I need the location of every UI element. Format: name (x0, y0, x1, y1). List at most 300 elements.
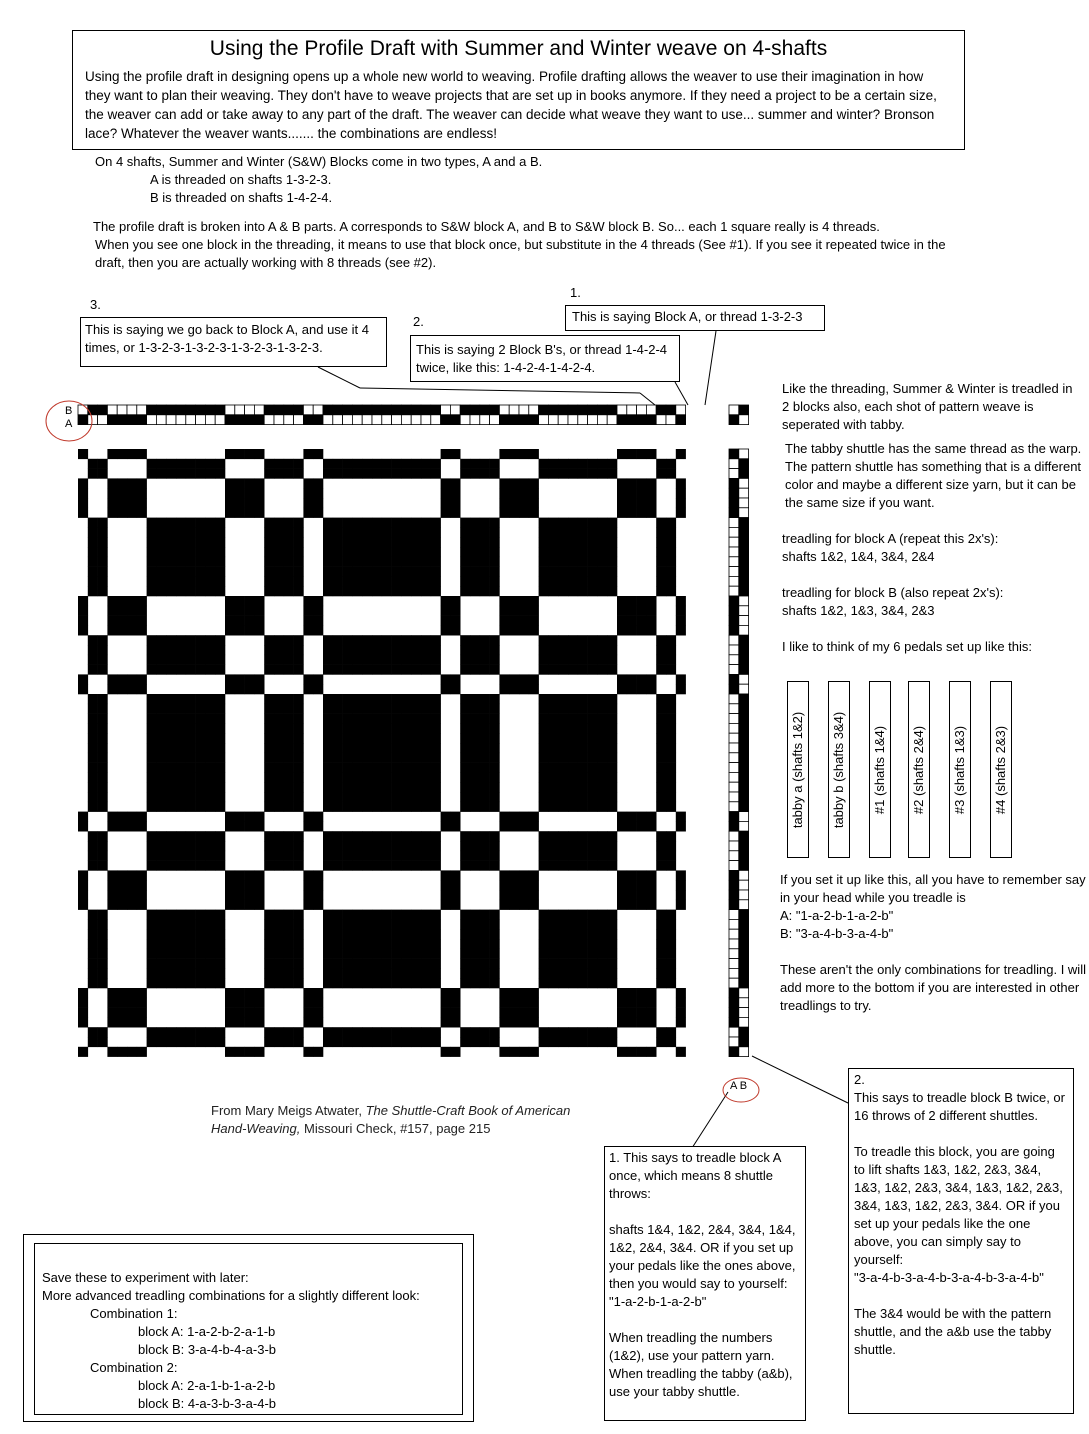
drawdown-cell (88, 518, 98, 528)
drawdown-cell (284, 1027, 294, 1037)
drawdown-cell (372, 743, 382, 753)
drawdown-cell (88, 1037, 98, 1047)
drawdown-cell (539, 723, 549, 733)
drawdown-cell (147, 753, 157, 763)
drawdown-cell (343, 959, 353, 969)
drawdown-cell (666, 723, 676, 733)
drawdown-cell (98, 537, 108, 547)
treadling-cell-a (729, 674, 739, 684)
drawdown-cell (196, 567, 206, 577)
drawdown-cell (88, 537, 98, 547)
drawdown-cell (568, 469, 578, 479)
drawdown-cell (107, 890, 117, 900)
drawdown-cell (274, 547, 284, 557)
drawdown-cell (656, 919, 666, 929)
drawdown-cell (607, 518, 617, 528)
threading-cell-a (343, 415, 353, 425)
drawdown-cell (147, 831, 157, 841)
drawdown-cell (460, 772, 470, 782)
drawdown-cell (480, 910, 490, 920)
drawdown-cell (166, 645, 176, 655)
drawdown-cell (254, 1047, 264, 1057)
drawdown-cell (235, 478, 245, 488)
drawdown-cell (78, 508, 88, 518)
drawdown-cell (421, 831, 431, 841)
drawdown-cell (313, 498, 323, 508)
drawdown-cell (529, 1008, 539, 1018)
drawdown-cell (284, 763, 294, 773)
drawdown-cell (519, 674, 529, 684)
drawdown-cell (117, 508, 127, 518)
drawdown-cell (529, 900, 539, 910)
drawdown-cell (558, 959, 568, 969)
drawdown-cell (78, 606, 88, 616)
drawdown-cell (284, 518, 294, 528)
drawdown-cell (460, 861, 470, 871)
drawdown-cell (441, 1047, 451, 1057)
drawdown-cell (343, 459, 353, 469)
drawdown-cell (147, 772, 157, 782)
drawdown-cell (352, 831, 362, 841)
drawdown-cell (333, 851, 343, 861)
drawdown-cell (509, 998, 519, 1008)
drawdown-cell (382, 978, 392, 988)
drawdown-cell (186, 743, 196, 753)
drawdown-cell (539, 831, 549, 841)
drawdown-cell (401, 547, 411, 557)
threading-cell-b (245, 405, 255, 415)
drawdown-cell (176, 547, 186, 557)
threading-cell-a (88, 415, 98, 425)
drawdown-cell (274, 459, 284, 469)
threading-cell-b (313, 405, 323, 415)
drawdown-cell (117, 1017, 127, 1027)
drawdown-cell (186, 763, 196, 773)
drawdown-cell (264, 645, 274, 655)
drawdown-cell (519, 1017, 529, 1027)
drawdown-cell (627, 508, 637, 518)
drawdown-cell (127, 1017, 137, 1027)
drawdown-cell (245, 890, 255, 900)
drawdown-cell (490, 939, 500, 949)
treadle-a-shafts: shafts 1&4, 1&2, 2&4, 3&4, 1&4, 1&2, 2&4, 3&4. OR if you set up your pedals like the ones above, then you would say to yourself: (609, 1222, 796, 1291)
drawdown-cell (264, 694, 274, 704)
drawdown-cell (343, 704, 353, 714)
drawdown-cell (627, 684, 637, 694)
drawdown-cell (627, 1017, 637, 1027)
drawdown-cell (460, 743, 470, 753)
drawdown-cell (676, 1047, 686, 1057)
drawdown-cell (637, 606, 647, 616)
drawdown-cell (147, 743, 157, 753)
drawdown-cell (205, 655, 215, 665)
drawdown-cell (343, 929, 353, 939)
drawdown-cell (362, 586, 372, 596)
drawdown-cell (205, 645, 215, 655)
treadling-cell-a (729, 508, 739, 518)
drawdown-cell (205, 968, 215, 978)
drawdown-cell (588, 919, 598, 929)
drawdown-cell (568, 655, 578, 665)
drawdown-cell (264, 753, 274, 763)
drawdown-cell (137, 1008, 147, 1018)
drawdown-cell (166, 949, 176, 959)
drawdown-cell (147, 567, 157, 577)
drawdown-cell (480, 723, 490, 733)
drawdown-cell (176, 959, 186, 969)
drawdown-cell (617, 812, 627, 822)
drawdown-cell (372, 694, 382, 704)
drawdown-cell (578, 459, 588, 469)
drawdown-cell (607, 714, 617, 724)
drawdown-cell (460, 655, 470, 665)
drawdown-cell (196, 763, 206, 773)
drawdown-cell (343, 723, 353, 733)
drawdown-cell (499, 478, 509, 488)
drawdown-cell (225, 478, 235, 488)
drawdown-cell (284, 459, 294, 469)
drawdown-cell (499, 890, 509, 900)
drawdown-cell (98, 919, 108, 929)
drawdown-cell (235, 998, 245, 1008)
drawdown-cell (666, 547, 676, 557)
drawdown-cell (78, 890, 88, 900)
drawdown-cell (470, 557, 480, 567)
drawdown-cell (205, 567, 215, 577)
drawdown-cell (78, 998, 88, 1008)
drawdown-cell (431, 792, 441, 802)
drawdown-cell (196, 861, 206, 871)
drawdown-cell (666, 537, 676, 547)
drawdown-cell (176, 714, 186, 724)
drawdown-cell (196, 723, 206, 733)
drawdown-cell (98, 949, 108, 959)
drawdown-cell (176, 586, 186, 596)
drawdown-cell (98, 939, 108, 949)
drawdown-cell (666, 557, 676, 567)
drawdown-cell (490, 635, 500, 645)
drawdown-cell (362, 459, 372, 469)
drawdown-cell (441, 684, 451, 694)
drawdown-cell (225, 606, 235, 616)
drawdown-cell (676, 625, 686, 635)
drawdown-cell (254, 449, 264, 459)
drawdown-cell (215, 704, 225, 714)
drawdown-cell (235, 880, 245, 890)
drawdown-cell (284, 645, 294, 655)
treadling-cell-a (729, 910, 739, 920)
drawdown-cell (460, 782, 470, 792)
drawdown-cell (372, 567, 382, 577)
drawdown-cell (490, 459, 500, 469)
drawdown-cell (382, 586, 392, 596)
drawdown-cell (519, 1008, 529, 1018)
drawdown-cell (323, 547, 333, 557)
drawdown-cell (490, 665, 500, 675)
drawdown-cell (156, 567, 166, 577)
drawdown-cell (215, 861, 225, 871)
drawdown-cell (196, 929, 206, 939)
drawdown-cell (196, 694, 206, 704)
threading-cell-a (646, 415, 656, 425)
drawdown-cell (372, 469, 382, 479)
drawdown-cell (196, 743, 206, 753)
drawdown-cell (411, 910, 421, 920)
drawdown-cell (225, 1008, 235, 1018)
drawdown-cell (470, 968, 480, 978)
drawdown-cell (627, 596, 637, 606)
drawdown-cell (294, 831, 304, 841)
treadling-cell-a (729, 772, 739, 782)
drawdown-cell (421, 518, 431, 528)
drawdown-cell (215, 772, 225, 782)
drawdown-cell (264, 518, 274, 528)
drawdown-cell (450, 1047, 460, 1057)
drawdown-cell (676, 1008, 686, 1018)
drawdown-cell (313, 900, 323, 910)
drawdown-cell (431, 910, 441, 920)
treadling-cell-b (739, 498, 749, 508)
drawdown-cell (539, 459, 549, 469)
drawdown-cell (235, 1047, 245, 1057)
drawdown-cell (235, 870, 245, 880)
drawdown-cell (627, 449, 637, 459)
drawdown-cell (313, 606, 323, 616)
drawdown-cell (539, 694, 549, 704)
drawdown-cell (107, 821, 117, 831)
drawdown-cell (88, 527, 98, 537)
treadling-cell-a (729, 959, 739, 969)
treadling-cell-b (739, 939, 749, 949)
pedal-5 (949, 681, 971, 858)
drawdown-cell (578, 939, 588, 949)
drawdown-cell (156, 949, 166, 959)
drawdown-cell (254, 616, 264, 626)
drawdown-cell (558, 772, 568, 782)
drawdown-cell (362, 567, 372, 577)
drawdown-cell (156, 792, 166, 802)
drawdown-cell (519, 890, 529, 900)
drawdown-cell (254, 478, 264, 488)
drawdown-cell (441, 988, 451, 998)
drawdown-cell (303, 988, 313, 998)
drawdown-cell (490, 763, 500, 773)
drawdown-cell (284, 694, 294, 704)
drawdown-cell (480, 547, 490, 557)
drawdown-cell (176, 527, 186, 537)
drawdown-cell (323, 714, 333, 724)
drawdown-cell (343, 792, 353, 802)
drawdown-cell (362, 968, 372, 978)
drawdown-cell (205, 782, 215, 792)
treadling-cell-a (729, 684, 739, 694)
drawdown-cell (245, 821, 255, 831)
drawdown-cell (107, 1008, 117, 1018)
drawdown-cell (294, 665, 304, 675)
drawdown-cell (588, 537, 598, 547)
drawdown-cell (156, 645, 166, 655)
drawdown-cell (656, 704, 666, 714)
drawdown-cell (421, 733, 431, 743)
drawdown-cell (333, 567, 343, 577)
drawdown-cell (539, 576, 549, 586)
drawdown-cell (588, 802, 598, 812)
drawdown-cell (372, 733, 382, 743)
drawdown-cell (637, 449, 647, 459)
drawdown-cell (568, 714, 578, 724)
threading-cell-b (225, 405, 235, 415)
callout-3-text: This is saying we go back to Block A, and use it 4 times, or 1-3-2-3-1-3-2-3-1-3-2-3-1-3-2-3. (85, 322, 369, 355)
drawdown-cell (352, 841, 362, 851)
drawdown-cell (568, 586, 578, 596)
drawdown-cell (88, 547, 98, 557)
threading-cell-b (176, 405, 186, 415)
drawdown-cell (666, 968, 676, 978)
drawdown-cell (499, 1047, 509, 1057)
treadling-cell-b (739, 910, 749, 920)
drawdown-cell (441, 508, 451, 518)
drawdown-cell (254, 870, 264, 880)
drawdown-cell (352, 851, 362, 861)
treadle-block-a-box (604, 1146, 806, 1421)
drawdown-cell (117, 616, 127, 626)
drawdown-cell (529, 625, 539, 635)
treadling-cell-a (729, 988, 739, 998)
drawdown-cell (568, 527, 578, 537)
drawdown-cell (245, 478, 255, 488)
threading-cell-b (382, 405, 392, 415)
drawdown-cell (352, 763, 362, 773)
drawdown-cell (548, 929, 558, 939)
drawdown-cell (343, 518, 353, 528)
drawdown-cell (578, 978, 588, 988)
drawdown-cell (117, 880, 127, 890)
drawdown-cell (284, 635, 294, 645)
drawdown-cell (254, 821, 264, 831)
drawdown-cell (607, 655, 617, 665)
drawdown-cell (88, 968, 98, 978)
drawdown-cell (392, 851, 402, 861)
drawdown-cell (382, 831, 392, 841)
drawdown-cell (196, 772, 206, 782)
drawdown-cell (597, 1027, 607, 1037)
drawdown-cell (147, 527, 157, 537)
threading-cell-b (460, 405, 470, 415)
drawdown-cell (597, 547, 607, 557)
drawdown-cell (352, 968, 362, 978)
drawdown-cell (107, 684, 117, 694)
drawdown-cell (156, 518, 166, 528)
drawdown-cell (578, 802, 588, 812)
drawdown-cell (215, 547, 225, 557)
drawdown-cell (431, 733, 441, 743)
drawdown-cell (490, 1027, 500, 1037)
drawdown-cell (470, 665, 480, 675)
drawdown-cell (294, 919, 304, 929)
drawdown-cell (245, 625, 255, 635)
treadling-cell-a (729, 557, 739, 567)
drawdown-cell (539, 782, 549, 792)
drawdown-cell (343, 527, 353, 537)
drawdown-cell (88, 567, 98, 577)
drawdown-cell (245, 498, 255, 508)
treadling-cell-b (739, 557, 749, 567)
drawdown-cell (343, 782, 353, 792)
drawdown-cell (578, 645, 588, 655)
drawdown-cell (401, 527, 411, 537)
drawdown-cell (186, 567, 196, 577)
treadling-cell-a (729, 704, 739, 714)
drawdown-cell (588, 763, 598, 773)
threading-cell-a (519, 415, 529, 425)
drawdown-cell (274, 518, 284, 528)
drawdown-cell (656, 782, 666, 792)
callout-2-number: 2. (413, 314, 424, 329)
drawdown-cell (225, 674, 235, 684)
drawdown-cell (156, 851, 166, 861)
drawdown-cell (88, 802, 98, 812)
drawdown-cell (343, 831, 353, 841)
drawdown-cell (274, 861, 284, 871)
drawdown-cell (362, 919, 372, 929)
drawdown-cell (578, 763, 588, 773)
drawdown-cell (98, 655, 108, 665)
drawdown-cell (382, 518, 392, 528)
drawdown-cell (274, 469, 284, 479)
treadling-cell-b (739, 968, 749, 978)
drawdown-cell (607, 645, 617, 655)
treadling-cell-a (729, 606, 739, 616)
drawdown-cell (294, 792, 304, 802)
drawdown-cell (607, 968, 617, 978)
drawdown-cell (558, 723, 568, 733)
drawdown-cell (499, 488, 509, 498)
drawdown-cell (156, 861, 166, 871)
drawdown-cell (597, 655, 607, 665)
pedal-label: #1 (shafts 1&4) (872, 725, 887, 814)
drawdown-cell (254, 900, 264, 910)
drawdown-cell (529, 449, 539, 459)
drawdown-cell (617, 821, 627, 831)
drawdown-cell (411, 929, 421, 939)
drawdown-cell (656, 469, 666, 479)
drawdown-cell (137, 1047, 147, 1057)
drawdown-cell (676, 606, 686, 616)
drawdown-cell (352, 733, 362, 743)
leader-line-1 (705, 331, 716, 405)
threading-cell-b (303, 405, 313, 415)
drawdown-cell (460, 567, 470, 577)
drawdown-cell (656, 851, 666, 861)
drawdown-cell (421, 851, 431, 861)
drawdown-cell (450, 870, 460, 880)
drawdown-cell (539, 586, 549, 596)
drawdown-cell (460, 704, 470, 714)
drawdown-cell (127, 478, 137, 488)
drawdown-cell (352, 537, 362, 547)
drawdown-cell (147, 968, 157, 978)
drawdown-cell (264, 586, 274, 596)
drawdown-cell (205, 537, 215, 547)
drawdown-cell (637, 674, 647, 684)
drawdown-cell (607, 753, 617, 763)
drawdown-cell (666, 851, 676, 861)
drawdown-cell (313, 988, 323, 998)
drawdown-cell (401, 782, 411, 792)
drawdown-cell (196, 949, 206, 959)
drawdown-cell (147, 518, 157, 528)
drawdown-cell (107, 988, 117, 998)
